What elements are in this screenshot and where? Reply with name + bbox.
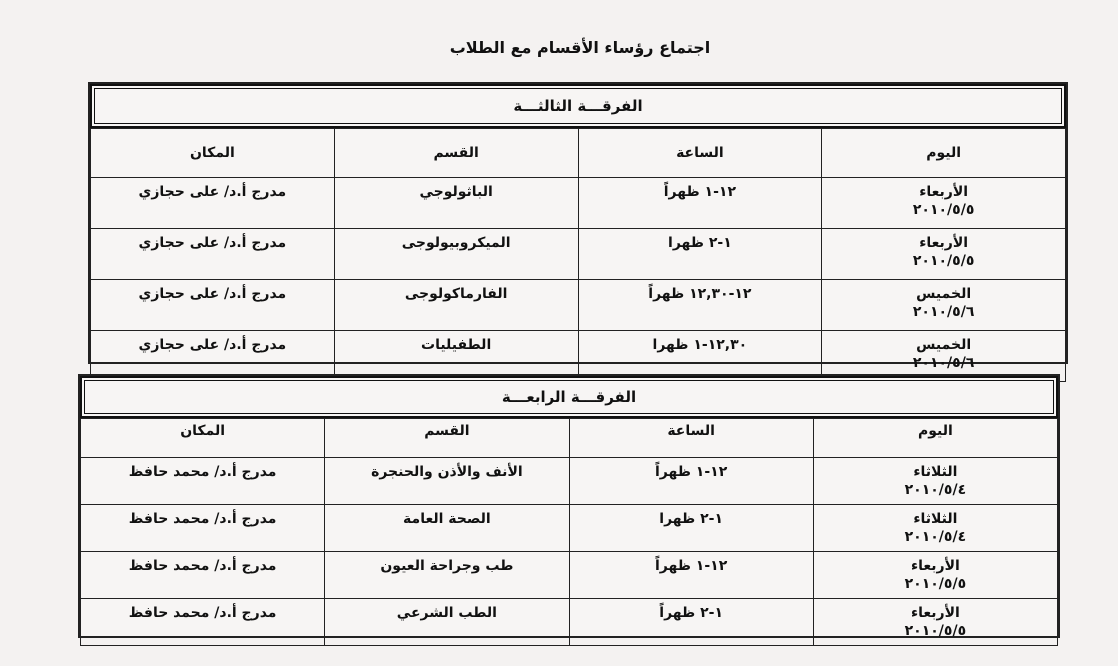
time-cell: ١٢,٣٠-١ ظهرا xyxy=(578,331,822,382)
time-cell: ١٢-١ ظهراً xyxy=(569,458,813,505)
place-cell: مدرج أ.د/ محمد حافظ xyxy=(81,505,325,552)
day-date: ٢٠١٠/٥/٥ xyxy=(912,202,975,218)
department-cell: الباثولوجي xyxy=(334,178,578,229)
day-cell xyxy=(813,552,1057,599)
day-cell xyxy=(813,599,1057,646)
section-banner: الفرقـــة الثالثـــة xyxy=(90,84,1066,128)
day-date: ٢٠١٠/٥/٦ xyxy=(912,304,975,320)
day-date: ٢٠١٠/٥/٦ xyxy=(912,355,975,371)
section-fourth-year xyxy=(78,374,1060,638)
day-cell xyxy=(813,458,1057,505)
day-name: الأربعاء xyxy=(910,605,960,621)
place-cell: مدرج أ.د/ محمد حافظ xyxy=(81,599,325,646)
day-cell xyxy=(822,280,1066,331)
time-cell: ١٢-١٢,٣٠ ظهراً xyxy=(578,280,822,331)
table-row xyxy=(91,178,1066,229)
time-cell: ١٢-١ ظهراً xyxy=(569,552,813,599)
day-name: الخميس xyxy=(916,337,972,353)
place-cell: مدرج أ.د/ على حجازي xyxy=(91,331,335,382)
table-row xyxy=(81,458,1058,505)
table-row xyxy=(81,505,1058,552)
day-name: الأربعاء xyxy=(910,558,960,574)
time-cell: ١-٢ ظهراً xyxy=(569,599,813,646)
day-name: الثلاثاء xyxy=(913,511,958,527)
header-time: الساعة xyxy=(569,419,813,458)
time-cell: ١-٢ ظهرا xyxy=(578,229,822,280)
table-header-row xyxy=(81,419,1058,458)
day-date: ٢٠١٠/٥/٥ xyxy=(904,623,967,639)
place-cell: مدرج أ.د/ على حجازي xyxy=(91,280,335,331)
table-row xyxy=(91,280,1066,331)
day-date: ٢٠١٠/٥/٥ xyxy=(904,576,967,592)
header-day: اليوم xyxy=(822,129,1066,178)
header-place: المكان xyxy=(81,419,325,458)
day-name: الثلاثاء xyxy=(913,464,958,480)
header-department: القسم xyxy=(334,129,578,178)
schedule-table xyxy=(80,418,1058,646)
section-banner: الفرقـــة الرابعـــة xyxy=(80,376,1058,418)
place-cell: مدرج أ.د/ محمد حافظ xyxy=(81,458,325,505)
header-time: الساعة xyxy=(578,129,822,178)
day-date: ٢٠١٠/٥/٤ xyxy=(904,529,967,545)
time-cell: ١٢-١ ظهراً xyxy=(578,178,822,229)
table-row xyxy=(81,552,1058,599)
day-cell xyxy=(822,178,1066,229)
department-cell: الفارماكولوجى xyxy=(334,280,578,331)
day-name: الأربعاء xyxy=(919,235,969,251)
department-cell: طب وجراحة العيون xyxy=(325,552,569,599)
place-cell: مدرج أ.د/ على حجازي xyxy=(91,229,335,280)
header-department: القسم xyxy=(325,419,569,458)
schedule-table xyxy=(90,128,1066,382)
page-title: اجتماع رؤساء الأقسام مع الطلاب xyxy=(449,38,711,57)
department-cell: الطب الشرعي xyxy=(325,599,569,646)
department-cell: الصحة العامة xyxy=(325,505,569,552)
department-cell: الميكروبيولوجى xyxy=(334,229,578,280)
day-cell xyxy=(813,505,1057,552)
day-name: الخميس xyxy=(916,286,972,302)
header-day: اليوم xyxy=(813,419,1057,458)
time-cell: ١-٢ ظهرا xyxy=(569,505,813,552)
header-place: المكان xyxy=(91,129,335,178)
table-row xyxy=(81,599,1058,646)
department-cell: الأنف والأذن والحنجرة xyxy=(325,458,569,505)
table-header-row xyxy=(91,129,1066,178)
day-name: الأربعاء xyxy=(919,184,969,200)
day-date: ٢٠١٠/٥/٥ xyxy=(912,253,975,269)
department-cell: الطفيليات xyxy=(334,331,578,382)
table-row xyxy=(91,229,1066,280)
day-cell xyxy=(822,229,1066,280)
place-cell: مدرج أ.د/ محمد حافظ xyxy=(81,552,325,599)
day-date: ٢٠١٠/٥/٤ xyxy=(904,482,967,498)
place-cell: مدرج أ.د/ على حجازي xyxy=(91,178,335,229)
section-third-year xyxy=(88,82,1068,371)
